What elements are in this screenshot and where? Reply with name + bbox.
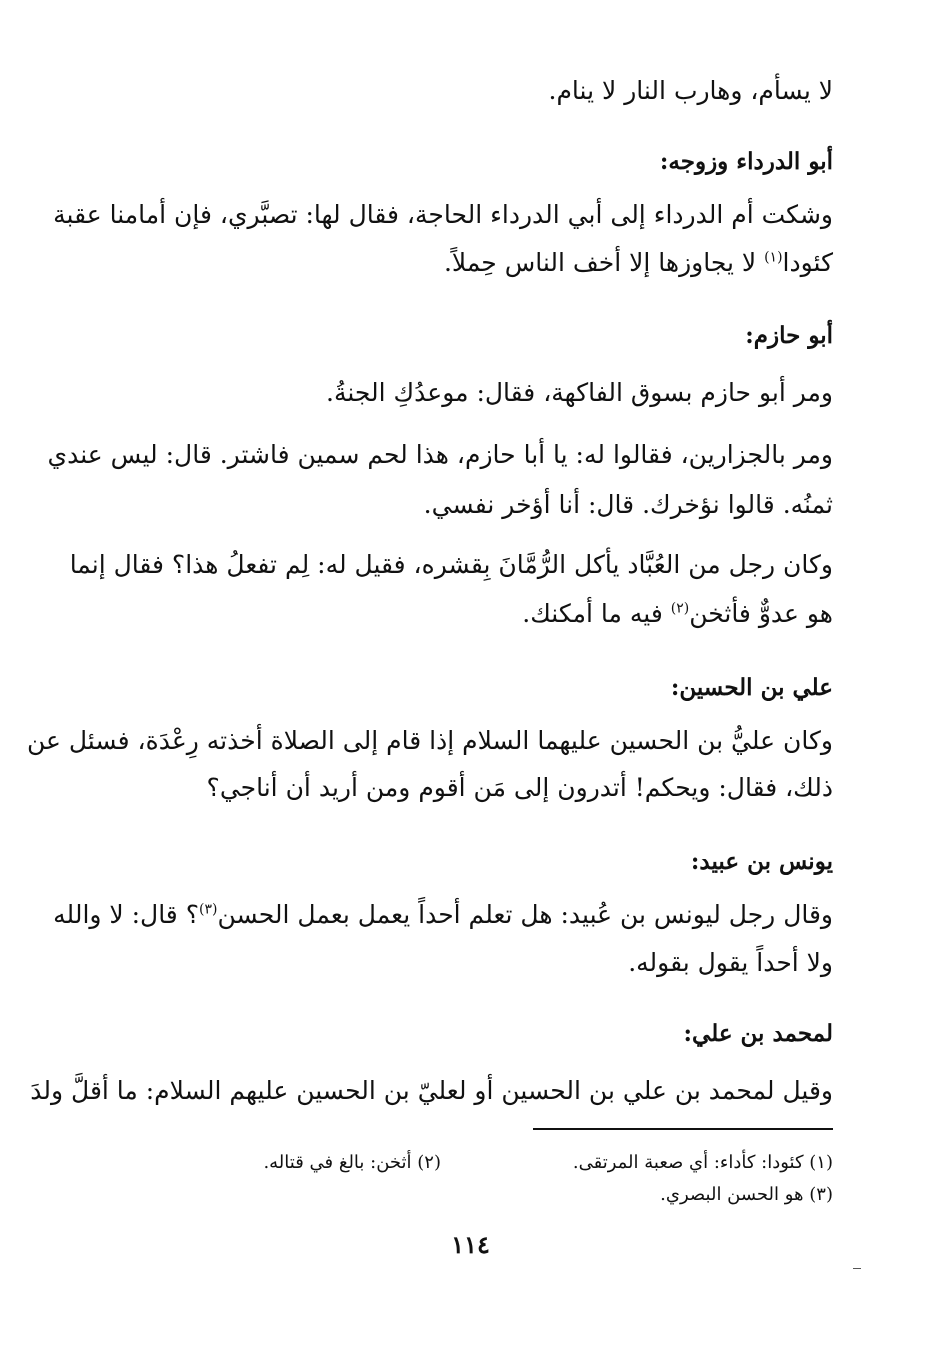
section-heading: علي بن الحسين:	[670, 674, 833, 701]
footnote-ref: (٣)	[198, 901, 218, 918]
footnote: (١) كئودا: كأداء: أي صعبة المرتقى.	[572, 1152, 833, 1173]
text-line: هو عدوٌّ فأثخن$^{(٢)}$ فيه ما أمكنك.	[522, 599, 833, 628]
section-heading: يونس بن عبيد:	[690, 848, 833, 875]
page-number: ١١٤	[451, 1230, 490, 1259]
text-line: وكان رجل من العُبَّاد يأكل الرُّمَّانَ بِقشره، فقيل له: لِم تفعلُ هذا؟ فقال إنما	[69, 550, 833, 579]
section-heading: أبو الدرداء وزوجه:	[659, 148, 833, 175]
text-line: ذلك، فقال: ويحكم! أتدرون إلى مَن أقوم ومن أريد أن أناجي؟	[206, 773, 833, 802]
footnote-ref: (١)	[764, 249, 783, 266]
text-line: لا يسأم، وهارب النار لا ينام.	[548, 76, 833, 105]
footnote: (٢) أثخن: بالغ في قتاله.	[263, 1152, 441, 1173]
section-heading: لمحمد بن علي:	[683, 1020, 833, 1047]
scan-mark	[853, 1268, 861, 1269]
footnote-ref: (٢)	[670, 600, 690, 617]
text-line: وقيل لمحمد بن علي بن الحسين أو لعليّ بن الحسين عليهم السلام: ما أقلَّ ولدَ	[30, 1076, 833, 1105]
text-line: ولا أحداً يقول بقوله.	[628, 948, 833, 977]
text-line: كئودا$^{(١)}$ لا يجاوزها إلا أخف الناس حِملاً.	[443, 248, 833, 277]
text-line: وقال رجل ليونس بن عُبيد: هل تعلم أحداً يعمل بعمل الحسن$^{(٣)}$؟ قال: لا والله	[53, 900, 833, 929]
text-line: وشكت أم الدرداء إلى أبي الدرداء الحاجة، فقال لها: تصبَّري، فإن أمامنا عقبة	[53, 200, 833, 229]
text-line: ثمنُه. قالوا نؤخرك. قال: أنا أؤخر نفسي.	[423, 490, 833, 519]
text-line: ومر أبو حازم بسوق الفاكهة، فقال: موعدُكِ الجنةُ.	[326, 378, 833, 407]
footnote-separator	[533, 1128, 833, 1130]
footnote: (٣) هو الحسن البصري.	[660, 1184, 833, 1205]
section-heading: أبو حازم:	[745, 322, 833, 349]
text-line: وكان عليُّ بن الحسين عليهما السلام إذا قام إلى الصلاة أخذته رِعْدَة، فسئل عن	[26, 726, 833, 755]
text-line: ومر بالجزارين، فقالوا له: يا أبا حازم، هذا لحم سمين فاشتر. قال: ليس عندي	[47, 440, 833, 469]
